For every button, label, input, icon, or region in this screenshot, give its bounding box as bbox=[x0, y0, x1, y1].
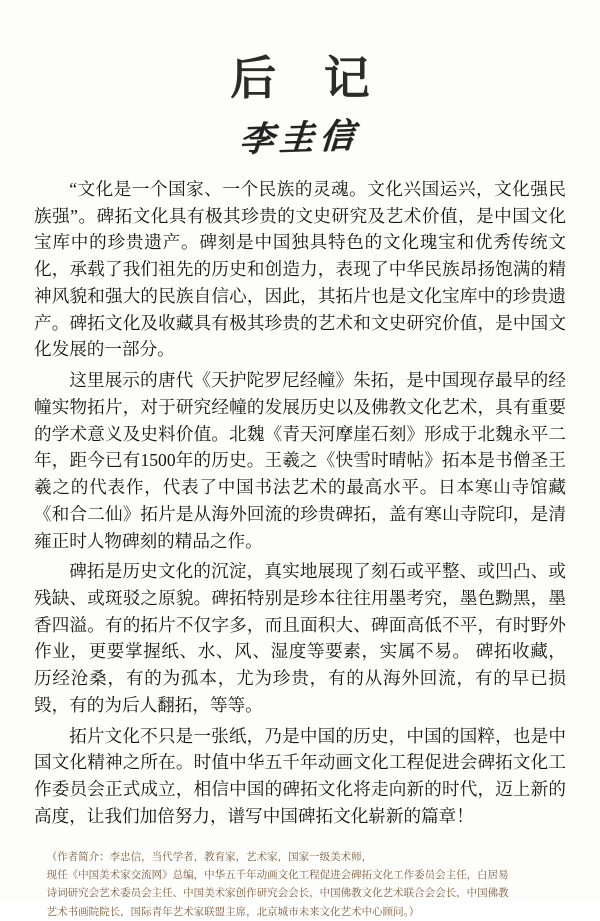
footnote-line: （作者简介：李忠信，当代学者，教育家，艺术家，国家一级美术师， bbox=[46, 850, 373, 863]
footnote-line: 诗词研究会艺术委员会主任、中国美术家创作研究会会长，中国佛教文化艺术联合会会长，中国佛教 bbox=[46, 887, 509, 900]
footnote-line: 艺术书画院院长，国际青年艺术家联盟主席，北京城市未来文化艺术中心顾问。） bbox=[46, 905, 420, 918]
page-title: 后 记 bbox=[230, 53, 388, 104]
paragraph: 拓片文化不只是一张纸，乃是中国的历史，中国的国粹，也是中国文化精神之所在。时值中华五千年动画文化工程促进会碑拓文化工作委员会正式成立，相信中国的碑拓文化将走向新的时代，迈上新的高度，让我们加倍努力，谱写中国碑拓文化崭新的篇章！ bbox=[34, 725, 566, 826]
paragraph: 碑拓是历史文化的沉淀，真实地展现了刻石或平整、或凹凸、或残缺、或斑驳之原貌。碑拓特别是珍本往往用墨考究，墨色黝黑，墨香四溢。有的拓片不仅字多，而且面积大、碑面高低不平，有时野外作业，更要掌握纸、水、风、湿度等要素，实属不易。 碑拓收藏，历经沧桑，有的为孤本，尤为珍贵，有的从海外回流，有的早已损毁，有的为后人翻拓，等等。 bbox=[34, 561, 566, 715]
author-signature-block bbox=[34, 110, 566, 166]
paragraph: 这里展示的唐代《天护陀罗尼经幢》朱拓，是中国现存最早的经幢实物拓片，对于研究经幢的发展历史以及佛教文化艺术，具有重要的学术意义及史料价值。北魏《青天河摩崖石刻》形成于北魏永平二年，距今已有1500年的历史。王羲之《快雪时晴帖》拓本是书僧圣王羲之的代表作，代表了中国书法艺术的最高水平。日本寒山寺馆藏《和合二仙》拓片是从海外回流的珍贵碑拓，盖有寒山寺院印，是清雍正时人物碑刻的精品之作。 bbox=[34, 370, 566, 551]
author-bio-footnote bbox=[34, 848, 566, 921]
article-body bbox=[34, 176, 566, 830]
author-signature: 李圭信 bbox=[238, 115, 362, 161]
footnote-line: 现任《中国美术家交流网》总编，中华五千年动画文化工程促进会碑拓文化工作委员会主任，白居易 bbox=[46, 869, 509, 881]
paragraph: “文化是一个国家、一个民族的灵魂。文化兴国运兴，文化强民族强”。碑拓文化具有极其珍贵的文史研究及艺术价值，是中国文化宝库中的珍贵遗产。碑刻是中国独具特色的文化瑰宝和优秀传统文化，承载了我们祖先的历史和创造力，表现了中华民族昂扬饱满的精神风貌和强大的民族自信心，因此，其拓片也是文化宝库中的珍贵遗产。碑拓文化及收藏具有极其珍贵的艺术和文史研究价值，是中国文化发展的一部分。 bbox=[34, 179, 566, 360]
